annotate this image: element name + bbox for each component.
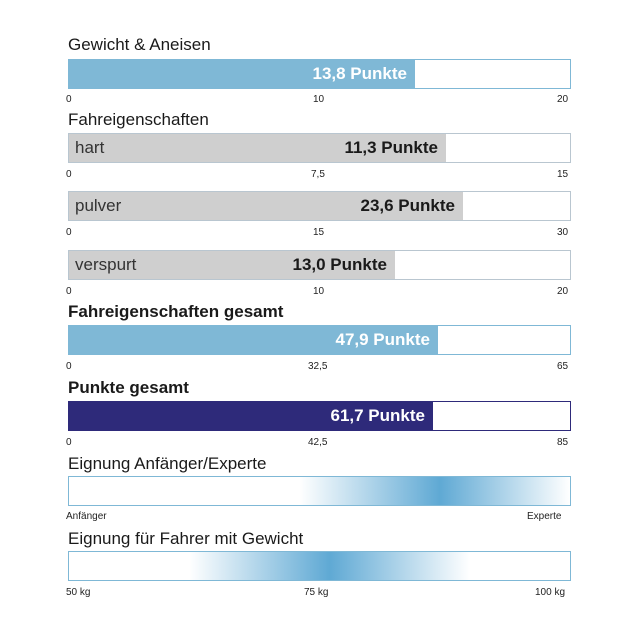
title-punkte-gesamt: Punkte gesamt [68,378,189,397]
tick-label: 65 [557,361,569,372]
tick-label: 10 [313,286,325,297]
value-label: 23,6 Punkte [360,196,455,215]
bar-fahreigenschaften-gesamt [68,325,571,355]
title-gewicht-aneisen: Gewicht & Aneisen [68,35,211,54]
title-fahreigenschaften-gesamt: Fahreigenschaften gesamt [68,302,284,321]
title-fahreigenschaften: Fahreigenschaften [68,110,209,129]
value-label: 47,9 Punkte [335,330,430,349]
tick-label: 0 [66,169,72,180]
tick-label: 30 [557,227,569,238]
value-label: 13,0 Punkte [292,255,387,274]
tick-label: 0 [66,437,72,448]
bar-hart [68,133,571,163]
tick-label: 100 kg [535,587,566,598]
title-eignung-anfaenger-experte: Eignung Anfänger/Experte [68,454,267,473]
tick-label: 0 [66,227,72,238]
bar-punkte-gesamt [68,401,571,431]
scale-gewicht [68,551,571,581]
bar-sub-label: hart [75,138,105,157]
bar-sub-label: pulver [75,196,122,215]
scale-anfaenger-experte [68,476,571,506]
value-label: 61,7 Punkte [330,406,425,425]
title-eignung-gewicht: Eignung für Fahrer mit Gewicht [68,529,304,548]
tick-label: 42,5 [308,437,328,448]
tick-label: 20 [557,286,569,297]
tick-label: 7,5 [311,169,325,180]
tick-label: 15 [313,227,325,238]
tick-label: 0 [66,361,72,372]
suitability-gradient [69,552,570,580]
bar-gewicht-aneisen [68,59,571,89]
tick-label: Anfänger [66,511,107,522]
tick-label: 20 [557,94,569,105]
bar-sub-label: verspurt [75,255,137,274]
suitability-gradient [69,477,570,505]
tick-label: 10 [313,94,325,105]
value-label: 13,8 Punkte [312,64,407,83]
tick-label: 0 [66,286,72,297]
bar-pulver [68,191,571,221]
tick-label: 15 [557,169,569,180]
tick-label: 0 [66,94,72,105]
tick-label: 32,5 [308,361,328,372]
tick-label: 50 kg [66,587,91,598]
value-label: 11,3 Punkte [344,138,438,157]
tick-label: 85 [557,437,569,448]
tick-label: 75 kg [304,587,329,598]
bar-verspurt [68,250,571,280]
tick-label: Experte [527,511,562,522]
